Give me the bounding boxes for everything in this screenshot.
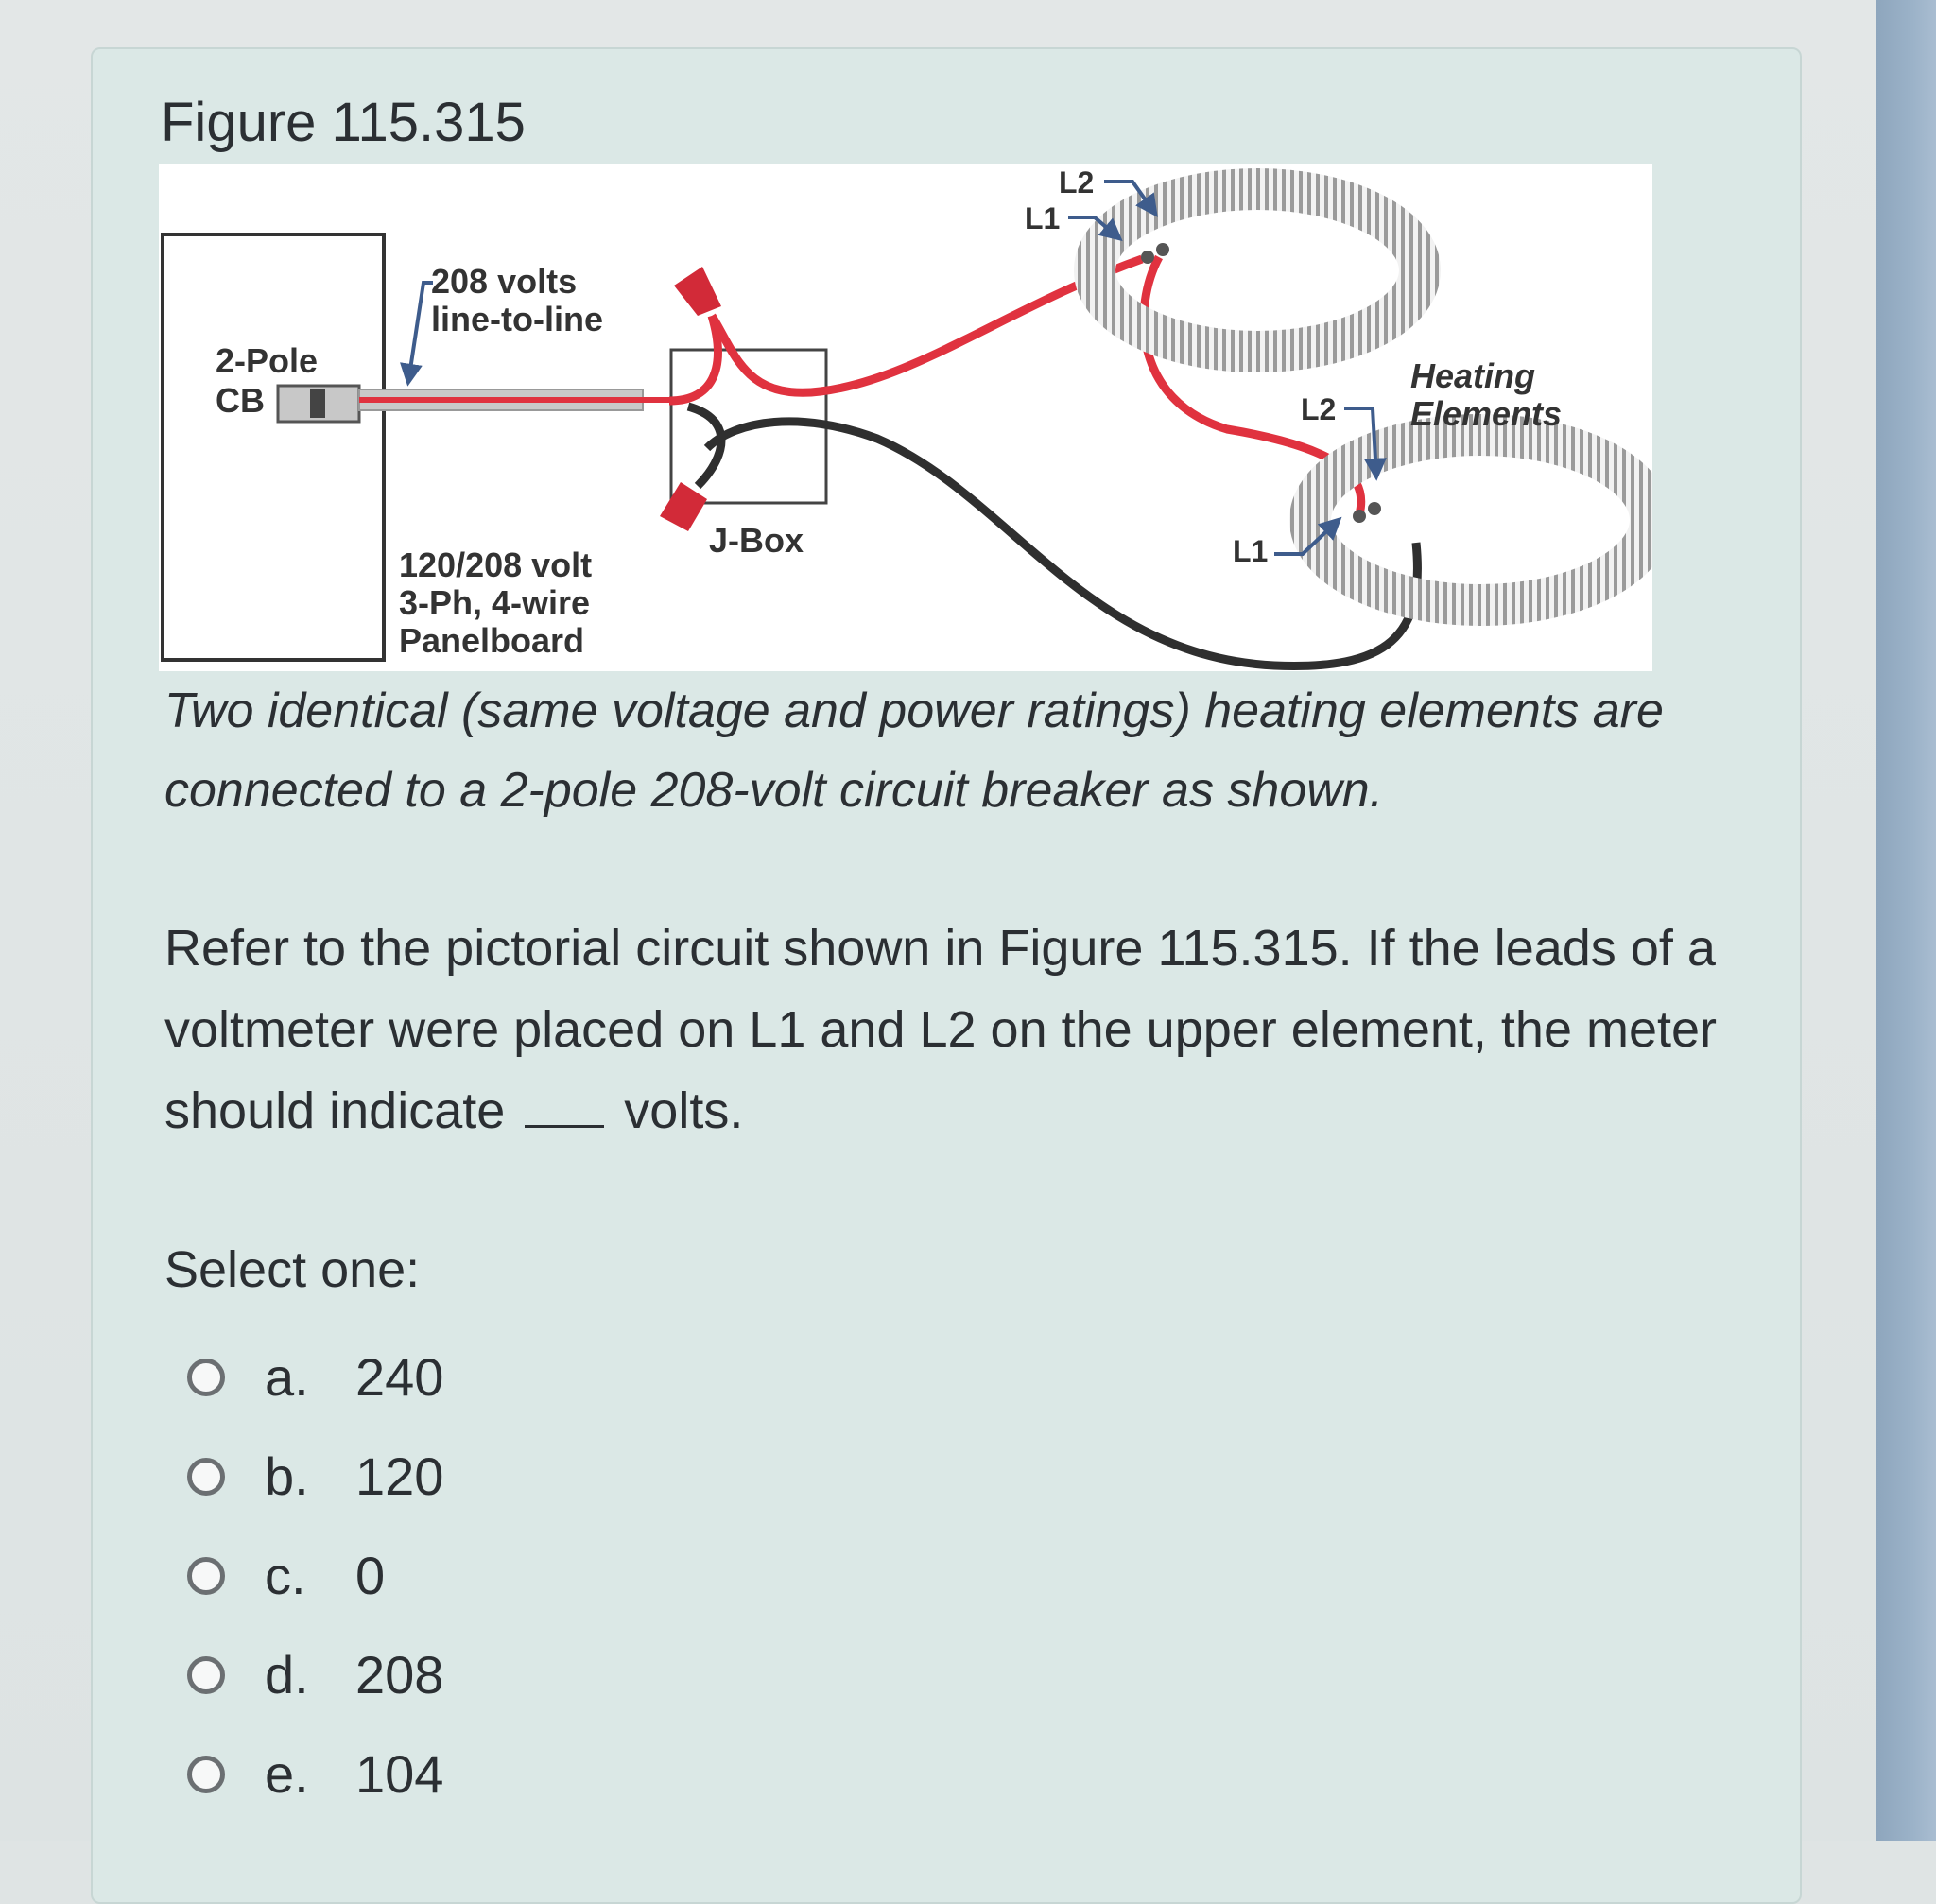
option-d[interactable] bbox=[187, 1625, 443, 1724]
panel-label-line2: 3-Ph, 4-wire bbox=[399, 583, 591, 622]
panel-label-line1: 120/208 volt bbox=[399, 545, 593, 584]
lower-l2-label: L2 bbox=[1301, 392, 1337, 426]
option-letter: d. bbox=[265, 1645, 309, 1705]
lower-terminal-l2 bbox=[1353, 510, 1366, 523]
radio-button[interactable] bbox=[187, 1359, 225, 1396]
upper-terminal-l2 bbox=[1156, 243, 1169, 256]
option-value[interactable]: 120 bbox=[355, 1446, 444, 1506]
right-scroll-edge bbox=[1876, 0, 1936, 1841]
option-value[interactable]: 0 bbox=[355, 1546, 386, 1605]
answer-blank bbox=[525, 1083, 604, 1128]
upper-l2-label: L2 bbox=[1059, 165, 1095, 199]
circuit-figure bbox=[159, 164, 1652, 671]
option-c[interactable] bbox=[187, 1526, 443, 1625]
option-letter: e. bbox=[265, 1744, 309, 1804]
select-one-label: Select one: bbox=[164, 1241, 421, 1298]
figure-title: Figure 115.315 bbox=[161, 92, 526, 153]
question-stem-end: volts. bbox=[624, 1082, 744, 1139]
jbox-label: J-Box bbox=[709, 521, 804, 560]
upper-terminal-l1 bbox=[1141, 251, 1154, 264]
option-letter: b. bbox=[265, 1446, 309, 1506]
option-b[interactable] bbox=[187, 1427, 443, 1526]
lower-terminal-l1 bbox=[1368, 502, 1381, 515]
heating-label-line1: Heating bbox=[1410, 356, 1536, 395]
option-value[interactable]: 104 bbox=[355, 1744, 444, 1804]
radio-button[interactable] bbox=[187, 1656, 225, 1694]
option-letter: a. bbox=[265, 1347, 309, 1407]
lower-l1-label: L1 bbox=[1233, 534, 1269, 568]
option-a[interactable] bbox=[187, 1327, 443, 1427]
option-e[interactable] bbox=[187, 1724, 443, 1824]
upper-l1-label: L1 bbox=[1025, 201, 1061, 235]
heating-label-line2: Elements bbox=[1410, 394, 1563, 433]
radio-button[interactable] bbox=[187, 1458, 225, 1496]
radio-button[interactable] bbox=[187, 1557, 225, 1595]
voltage-label-line1: 208 volts bbox=[431, 262, 578, 301]
circuit-diagram bbox=[159, 164, 1652, 671]
radio-button[interactable] bbox=[187, 1756, 225, 1793]
question-stem: Refer to the pictorial circuit shown in Figure 115.315. If the leads of a voltmeter were placed on L1 and L2 on the upper element, the meter should indicate bbox=[164, 920, 1718, 1139]
breaker-label-line2: CB bbox=[216, 381, 265, 420]
panel-label-line3: Panelboard bbox=[399, 621, 585, 660]
question-text bbox=[164, 908, 1772, 1151]
option-letter: c. bbox=[265, 1546, 306, 1605]
figure-caption: Two identical (same voltage and power ratings) heating elements are connected to a 2-pole 208-volt circuit breaker as shown. bbox=[164, 684, 1664, 818]
option-value[interactable]: 208 bbox=[355, 1645, 444, 1705]
answer-options bbox=[187, 1327, 443, 1824]
voltage-label-line2: line-to-line bbox=[431, 300, 603, 338]
breaker-handle bbox=[310, 389, 325, 418]
breaker-label-line1: 2-Pole bbox=[216, 341, 319, 380]
option-value[interactable]: 240 bbox=[355, 1347, 444, 1407]
